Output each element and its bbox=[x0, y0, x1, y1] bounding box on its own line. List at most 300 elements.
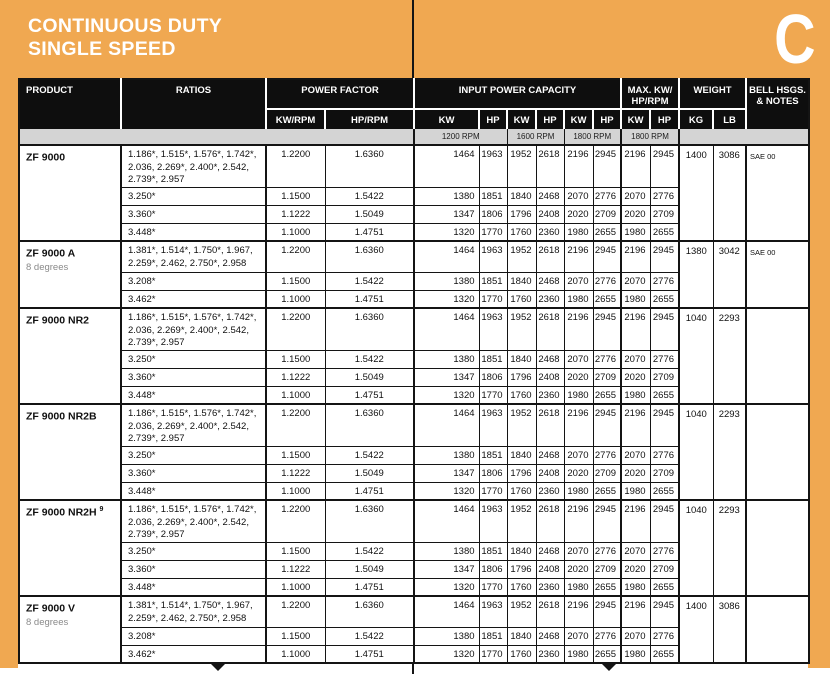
value-cell: 2468 bbox=[536, 627, 564, 645]
value-cell: 2945 bbox=[650, 596, 679, 627]
value-cell: 2945 bbox=[650, 308, 679, 350]
value-cell: 1770 bbox=[479, 223, 507, 241]
pf-kw-cell: 1.1500 bbox=[266, 446, 325, 464]
value-cell: 1980 bbox=[564, 645, 593, 663]
value-cell: 2618 bbox=[536, 404, 564, 446]
value-cell: 1980 bbox=[564, 290, 593, 308]
ratio-cell: 3.448* bbox=[121, 386, 266, 404]
value-cell: 1980 bbox=[564, 223, 593, 241]
pf-hp-cell: 1.5422 bbox=[325, 542, 414, 560]
ratio-cell: 3.360* bbox=[121, 464, 266, 482]
section-letter: C bbox=[774, 0, 816, 78]
rpm-band-spacer bbox=[19, 129, 414, 145]
product-name: ZF 9000 NR2B bbox=[26, 410, 97, 423]
value-cell: 1980 bbox=[564, 578, 593, 596]
fold-line bbox=[412, 0, 414, 78]
value-cell: 1347 bbox=[414, 560, 479, 578]
value-cell: 1840 bbox=[507, 272, 536, 290]
value-cell: 2655 bbox=[650, 290, 679, 308]
product-subtitle bbox=[26, 519, 118, 521]
pf-hp-cell: 1.6360 bbox=[325, 596, 414, 627]
product-subtitle bbox=[26, 423, 118, 425]
product-name: ZF 9000 bbox=[26, 151, 66, 164]
value-cell: 2945 bbox=[650, 241, 679, 272]
value-cell: 1796 bbox=[507, 560, 536, 578]
rpm-band-1600: 1600 RPM bbox=[507, 129, 564, 145]
pf-kw-cell: 1.2200 bbox=[266, 500, 325, 542]
value-cell: 2196 bbox=[564, 596, 593, 627]
weight-kg-cell: 1400 bbox=[679, 145, 713, 241]
pf-kw-cell: 1.1000 bbox=[266, 482, 325, 500]
value-cell: 1980 bbox=[621, 645, 650, 663]
product-cell bbox=[19, 145, 121, 241]
value-cell: 1464 bbox=[414, 308, 479, 350]
notes-cell bbox=[746, 500, 809, 596]
col-header-hp: HP bbox=[593, 109, 621, 129]
value-cell: 2709 bbox=[593, 205, 621, 223]
ratio-cell: 3.462* bbox=[121, 645, 266, 663]
value-cell: 2196 bbox=[621, 241, 650, 272]
value-cell: 1464 bbox=[414, 241, 479, 272]
value-cell: 1796 bbox=[507, 464, 536, 482]
notes-cell bbox=[746, 404, 809, 500]
value-cell: 1380 bbox=[414, 187, 479, 205]
value-cell: 2070 bbox=[621, 187, 650, 205]
col-header-kw: KW bbox=[621, 109, 650, 129]
weight-kg-cell: 1400 bbox=[679, 596, 713, 663]
value-cell: 2196 bbox=[564, 241, 593, 272]
value-cell: 1760 bbox=[507, 386, 536, 404]
value-cell: 1320 bbox=[414, 386, 479, 404]
value-cell: 2070 bbox=[564, 350, 593, 368]
value-cell: 1980 bbox=[621, 578, 650, 596]
col-header-kw: KW bbox=[507, 109, 536, 129]
value-cell: 1952 bbox=[507, 145, 536, 187]
value-cell: 1380 bbox=[414, 542, 479, 560]
product-cell bbox=[19, 308, 121, 404]
pf-kw-cell: 1.1500 bbox=[266, 187, 325, 205]
bell-header-line1: BELL HSGS. bbox=[749, 85, 806, 96]
ratio-cell: 3.462* bbox=[121, 290, 266, 308]
value-cell: 2070 bbox=[564, 627, 593, 645]
pf-hp-cell: 1.6360 bbox=[325, 308, 414, 350]
value-cell: 1840 bbox=[507, 446, 536, 464]
value-cell: 1770 bbox=[479, 290, 507, 308]
page-banner bbox=[0, 0, 830, 78]
rpm-band-1800: 1800 RPM bbox=[564, 129, 621, 145]
product-subtitle bbox=[26, 327, 118, 329]
col-header-hp: HP bbox=[650, 109, 679, 129]
ratio-cell: 3.448* bbox=[121, 578, 266, 596]
col-header-kw: KW bbox=[564, 109, 593, 129]
product-footnote: 9 bbox=[99, 506, 104, 513]
weight-lb-cell: 3086 bbox=[713, 145, 746, 241]
value-cell: 2196 bbox=[621, 404, 650, 446]
pf-kw-cell: 1.1222 bbox=[266, 464, 325, 482]
ratio-cell: 3.250* bbox=[121, 542, 266, 560]
ratio-cell: 3.250* bbox=[121, 446, 266, 464]
value-cell: 1320 bbox=[414, 223, 479, 241]
value-cell: 1770 bbox=[479, 645, 507, 663]
value-cell: 1980 bbox=[621, 386, 650, 404]
notes-cell bbox=[746, 308, 809, 404]
product-subtitle: 8 degrees bbox=[26, 261, 69, 273]
col-header-kw-rpm: KW/RPM bbox=[266, 109, 325, 129]
value-cell: 1806 bbox=[479, 205, 507, 223]
value-cell: 1851 bbox=[479, 446, 507, 464]
value-cell: 2655 bbox=[650, 386, 679, 404]
value-cell: 2655 bbox=[650, 645, 679, 663]
max-header-line2: HP/RPM bbox=[631, 96, 669, 107]
value-cell: 1770 bbox=[479, 386, 507, 404]
pf-kw-cell: 1.1000 bbox=[266, 578, 325, 596]
pf-hp-cell: 1.4751 bbox=[325, 645, 414, 663]
value-cell: 2408 bbox=[536, 205, 564, 223]
value-cell: 1952 bbox=[507, 241, 536, 272]
value-cell: 2408 bbox=[536, 464, 564, 482]
ratio-cell: 3.250* bbox=[121, 187, 266, 205]
weight-lb-cell: 3042 bbox=[713, 241, 746, 308]
ratio-cell: 3.360* bbox=[121, 560, 266, 578]
col-header-input-power-capacity: INPUT POWER CAPACITY bbox=[414, 79, 621, 109]
value-cell: 2070 bbox=[621, 542, 650, 560]
product-cell bbox=[19, 241, 121, 308]
value-cell: 2070 bbox=[564, 542, 593, 560]
pf-kw-cell: 1.1222 bbox=[266, 368, 325, 386]
value-cell: 1851 bbox=[479, 187, 507, 205]
value-cell: 2709 bbox=[650, 368, 679, 386]
value-cell: 1760 bbox=[507, 645, 536, 663]
value-cell: 1840 bbox=[507, 542, 536, 560]
pf-hp-cell: 1.5422 bbox=[325, 627, 414, 645]
value-cell: 1347 bbox=[414, 205, 479, 223]
value-cell: 2468 bbox=[536, 350, 564, 368]
value-cell: 2776 bbox=[593, 187, 621, 205]
value-cell: 2468 bbox=[536, 187, 564, 205]
value-cell: 1806 bbox=[479, 560, 507, 578]
value-cell: 1963 bbox=[479, 241, 507, 272]
product-name: ZF 9000 NR2 bbox=[26, 314, 90, 327]
right-margin bbox=[808, 78, 830, 668]
value-cell: 1464 bbox=[414, 145, 479, 187]
weight-lb-cell: 2293 bbox=[713, 404, 746, 500]
ratio-cell: 1.381*, 1.514*, 1.750*, 1.967, 2.259*, 2.462, 2.750*, 2.958 bbox=[121, 241, 266, 272]
value-cell: 2196 bbox=[564, 404, 593, 446]
value-cell: 2776 bbox=[650, 627, 679, 645]
weight-kg-cell: 1040 bbox=[679, 308, 713, 404]
pf-kw-cell: 1.2200 bbox=[266, 308, 325, 350]
pf-hp-cell: 1.5049 bbox=[325, 464, 414, 482]
value-cell: 2360 bbox=[536, 645, 564, 663]
pf-hp-cell: 1.4751 bbox=[325, 482, 414, 500]
value-cell: 1980 bbox=[564, 386, 593, 404]
value-cell: 1320 bbox=[414, 482, 479, 500]
notes-cell: SAE 00 bbox=[746, 241, 809, 308]
notes-cell: SAE 00 bbox=[746, 145, 809, 241]
pf-kw-cell: 1.1222 bbox=[266, 205, 325, 223]
value-cell: 2945 bbox=[593, 596, 621, 627]
value-cell: 1320 bbox=[414, 645, 479, 663]
value-cell: 2020 bbox=[564, 205, 593, 223]
col-header-weight: WEIGHT bbox=[679, 79, 746, 109]
value-cell: 2020 bbox=[621, 464, 650, 482]
weight-lb-cell: 2293 bbox=[713, 500, 746, 596]
value-cell: 1851 bbox=[479, 272, 507, 290]
value-cell: 1760 bbox=[507, 223, 536, 241]
weight-kg-cell: 1040 bbox=[679, 500, 713, 596]
value-cell: 1952 bbox=[507, 308, 536, 350]
value-cell: 1806 bbox=[479, 464, 507, 482]
value-cell: 2360 bbox=[536, 223, 564, 241]
value-cell: 2196 bbox=[621, 308, 650, 350]
value-cell: 2655 bbox=[650, 578, 679, 596]
ratio-cell: 1.186*, 1.515*, 1.576*, 1.742*, 2.036, 2.269*, 2.400*, 2.542, 2.739*, 2.957 bbox=[121, 145, 266, 187]
value-cell: 2945 bbox=[650, 500, 679, 542]
ratio-cell: 3.360* bbox=[121, 205, 266, 223]
value-cell: 1980 bbox=[564, 482, 593, 500]
value-cell: 1980 bbox=[621, 290, 650, 308]
value-cell: 1380 bbox=[414, 446, 479, 464]
col-header-hp-rpm: HP/RPM bbox=[325, 109, 414, 129]
value-cell: 2618 bbox=[536, 596, 564, 627]
product-subtitle bbox=[26, 164, 118, 166]
value-cell: 1760 bbox=[507, 290, 536, 308]
col-header-hp: HP bbox=[479, 109, 507, 129]
value-cell: 1963 bbox=[479, 596, 507, 627]
value-cell: 1464 bbox=[414, 596, 479, 627]
value-cell: 2618 bbox=[536, 308, 564, 350]
ratio-cell: 1.186*, 1.515*, 1.576*, 1.742*, 2.036, 2.269*, 2.400*, 2.542, 2.739*, 2.957 bbox=[121, 500, 266, 542]
value-cell: 2408 bbox=[536, 560, 564, 578]
value-cell: 1380 bbox=[414, 350, 479, 368]
pf-kw-cell: 1.1000 bbox=[266, 645, 325, 663]
value-cell: 2070 bbox=[564, 272, 593, 290]
ratio-cell: 3.250* bbox=[121, 350, 266, 368]
pf-hp-cell: 1.5049 bbox=[325, 205, 414, 223]
value-cell: 2360 bbox=[536, 290, 564, 308]
value-cell: 2945 bbox=[593, 145, 621, 187]
value-cell: 2945 bbox=[593, 500, 621, 542]
value-cell: 1796 bbox=[507, 205, 536, 223]
page-title-line2: SINGLE SPEED bbox=[28, 38, 176, 60]
value-cell: 1770 bbox=[479, 482, 507, 500]
value-cell: 1840 bbox=[507, 187, 536, 205]
product-name: ZF 9000 V bbox=[26, 602, 76, 615]
catalog-page bbox=[18, 78, 808, 674]
col-header-product: PRODUCT bbox=[19, 79, 121, 129]
value-cell: 2196 bbox=[564, 145, 593, 187]
value-cell: 2070 bbox=[621, 446, 650, 464]
value-cell: 2776 bbox=[650, 350, 679, 368]
value-cell: 2468 bbox=[536, 272, 564, 290]
value-cell: 2655 bbox=[593, 645, 621, 663]
value-cell: 1320 bbox=[414, 290, 479, 308]
value-cell: 1963 bbox=[479, 308, 507, 350]
pf-kw-cell: 1.1500 bbox=[266, 272, 325, 290]
value-cell: 1770 bbox=[479, 578, 507, 596]
page-title-line1: CONTINUOUS DUTY bbox=[28, 15, 223, 37]
value-cell: 2655 bbox=[593, 578, 621, 596]
value-cell: 2776 bbox=[593, 350, 621, 368]
value-cell: 1963 bbox=[479, 145, 507, 187]
product-cell bbox=[19, 404, 121, 500]
pf-kw-cell: 1.1000 bbox=[266, 386, 325, 404]
value-cell: 1840 bbox=[507, 627, 536, 645]
value-cell: 2070 bbox=[564, 446, 593, 464]
value-cell: 1851 bbox=[479, 542, 507, 560]
value-cell: 2196 bbox=[621, 596, 650, 627]
col-header-ratios: RATIOS bbox=[121, 79, 266, 129]
value-cell: 2070 bbox=[564, 187, 593, 205]
value-cell: 1952 bbox=[507, 500, 536, 542]
fold-line bbox=[412, 664, 414, 674]
pf-hp-cell: 1.4751 bbox=[325, 578, 414, 596]
pf-kw-cell: 1.1000 bbox=[266, 223, 325, 241]
weight-lb-cell: 3086 bbox=[713, 596, 746, 663]
value-cell: 2360 bbox=[536, 578, 564, 596]
value-cell: 2709 bbox=[593, 560, 621, 578]
weight-kg-cell: 1040 bbox=[679, 404, 713, 500]
max-header-line1: MAX. KW/ bbox=[627, 85, 673, 96]
value-cell: 1980 bbox=[621, 223, 650, 241]
value-cell: 1380 bbox=[414, 627, 479, 645]
value-cell: 2070 bbox=[621, 350, 650, 368]
value-cell: 2360 bbox=[536, 482, 564, 500]
value-cell: 1963 bbox=[479, 500, 507, 542]
value-cell: 1952 bbox=[507, 404, 536, 446]
left-margin bbox=[0, 78, 18, 668]
value-cell: 2408 bbox=[536, 368, 564, 386]
pf-hp-cell: 1.4751 bbox=[325, 290, 414, 308]
value-cell: 2020 bbox=[621, 368, 650, 386]
value-cell: 2196 bbox=[621, 145, 650, 187]
value-cell: 2196 bbox=[564, 500, 593, 542]
value-cell: 2468 bbox=[536, 446, 564, 464]
value-cell: 2618 bbox=[536, 241, 564, 272]
value-cell: 2945 bbox=[650, 145, 679, 187]
value-cell: 1851 bbox=[479, 627, 507, 645]
ratio-cell: 3.208* bbox=[121, 627, 266, 645]
bell-header-line2: & NOTES bbox=[756, 96, 799, 107]
value-cell: 2655 bbox=[650, 482, 679, 500]
pf-kw-cell: 1.1500 bbox=[266, 627, 325, 645]
value-cell: 2655 bbox=[593, 386, 621, 404]
col-header-max-kw-hp-rpm bbox=[621, 79, 679, 109]
rpm-band-1200: 1200 RPM bbox=[414, 129, 507, 145]
value-cell: 2945 bbox=[593, 308, 621, 350]
value-cell: 1840 bbox=[507, 350, 536, 368]
rpm-band-spacer bbox=[679, 129, 809, 145]
col-header-bell-housings-notes bbox=[746, 79, 809, 129]
value-cell: 1796 bbox=[507, 368, 536, 386]
col-header-hp: HP bbox=[536, 109, 564, 129]
ratio-cell: 1.186*, 1.515*, 1.576*, 1.742*, 2.036, 2.269*, 2.400*, 2.542, 2.739*, 2.957 bbox=[121, 308, 266, 350]
value-cell: 2360 bbox=[536, 386, 564, 404]
pf-kw-cell: 1.1000 bbox=[266, 290, 325, 308]
value-cell: 1851 bbox=[479, 350, 507, 368]
value-cell: 2776 bbox=[650, 542, 679, 560]
pf-kw-cell: 1.1222 bbox=[266, 560, 325, 578]
pf-kw-cell: 1.2200 bbox=[266, 145, 325, 187]
value-cell: 2776 bbox=[593, 542, 621, 560]
value-cell: 1760 bbox=[507, 578, 536, 596]
value-cell: 2070 bbox=[621, 627, 650, 645]
value-cell: 2709 bbox=[650, 464, 679, 482]
value-cell: 2196 bbox=[564, 308, 593, 350]
ratio-cell: 3.448* bbox=[121, 223, 266, 241]
value-cell: 2945 bbox=[593, 404, 621, 446]
value-cell: 2776 bbox=[650, 187, 679, 205]
value-cell: 2945 bbox=[593, 241, 621, 272]
value-cell: 1806 bbox=[479, 368, 507, 386]
value-cell: 1980 bbox=[621, 482, 650, 500]
value-cell: 2196 bbox=[621, 500, 650, 542]
ratio-cell: 3.448* bbox=[121, 482, 266, 500]
rpm-band-max-1800: 1800 RPM bbox=[621, 129, 679, 145]
pf-hp-cell: 1.6360 bbox=[325, 404, 414, 446]
pf-hp-cell: 1.5049 bbox=[325, 368, 414, 386]
pf-hp-cell: 1.4751 bbox=[325, 223, 414, 241]
value-cell: 1963 bbox=[479, 404, 507, 446]
weight-kg-cell: 1380 bbox=[679, 241, 713, 308]
value-cell: 2468 bbox=[536, 542, 564, 560]
pf-kw-cell: 1.2200 bbox=[266, 596, 325, 627]
value-cell: 2020 bbox=[621, 205, 650, 223]
value-cell: 2776 bbox=[650, 446, 679, 464]
weight-lb-cell: 2293 bbox=[713, 308, 746, 404]
col-header-lb: LB bbox=[713, 109, 746, 129]
value-cell: 1952 bbox=[507, 596, 536, 627]
ratio-cell: 1.381*, 1.514*, 1.750*, 1.967, 2.259*, 2.462, 2.750*, 2.958 bbox=[121, 596, 266, 627]
page-footer-area bbox=[18, 664, 808, 674]
ratio-cell: 3.208* bbox=[121, 272, 266, 290]
notes-cell bbox=[746, 596, 809, 663]
pf-hp-cell: 1.5422 bbox=[325, 446, 414, 464]
pf-kw-cell: 1.1500 bbox=[266, 542, 325, 560]
page-title bbox=[28, 15, 222, 61]
pf-hp-cell: 1.4751 bbox=[325, 386, 414, 404]
value-cell: 2776 bbox=[593, 272, 621, 290]
value-cell: 1320 bbox=[414, 578, 479, 596]
value-cell: 2070 bbox=[621, 272, 650, 290]
pf-hp-cell: 1.5422 bbox=[325, 272, 414, 290]
pf-hp-cell: 1.6360 bbox=[325, 145, 414, 187]
value-cell: 2020 bbox=[564, 560, 593, 578]
value-cell: 2776 bbox=[593, 446, 621, 464]
value-cell: 2020 bbox=[564, 464, 593, 482]
value-cell: 2655 bbox=[650, 223, 679, 241]
pf-hp-cell: 1.5422 bbox=[325, 187, 414, 205]
col-header-kw: KW bbox=[414, 109, 479, 129]
value-cell: 1760 bbox=[507, 482, 536, 500]
pf-hp-cell: 1.5422 bbox=[325, 350, 414, 368]
value-cell: 1464 bbox=[414, 404, 479, 446]
value-cell: 2776 bbox=[650, 272, 679, 290]
col-header-kg: KG bbox=[679, 109, 713, 129]
value-cell: 2618 bbox=[536, 500, 564, 542]
spec-table bbox=[18, 78, 810, 664]
product-name: ZF 9000 NR2H $^9$ bbox=[26, 506, 104, 519]
value-cell: 2618 bbox=[536, 145, 564, 187]
value-cell: 2776 bbox=[593, 627, 621, 645]
value-cell: 1380 bbox=[414, 272, 479, 290]
value-cell: 2709 bbox=[593, 368, 621, 386]
value-cell: 2945 bbox=[650, 404, 679, 446]
product-cell bbox=[19, 596, 121, 663]
value-cell: 2709 bbox=[650, 560, 679, 578]
pf-hp-cell: 1.6360 bbox=[325, 241, 414, 272]
value-cell: 2709 bbox=[593, 464, 621, 482]
